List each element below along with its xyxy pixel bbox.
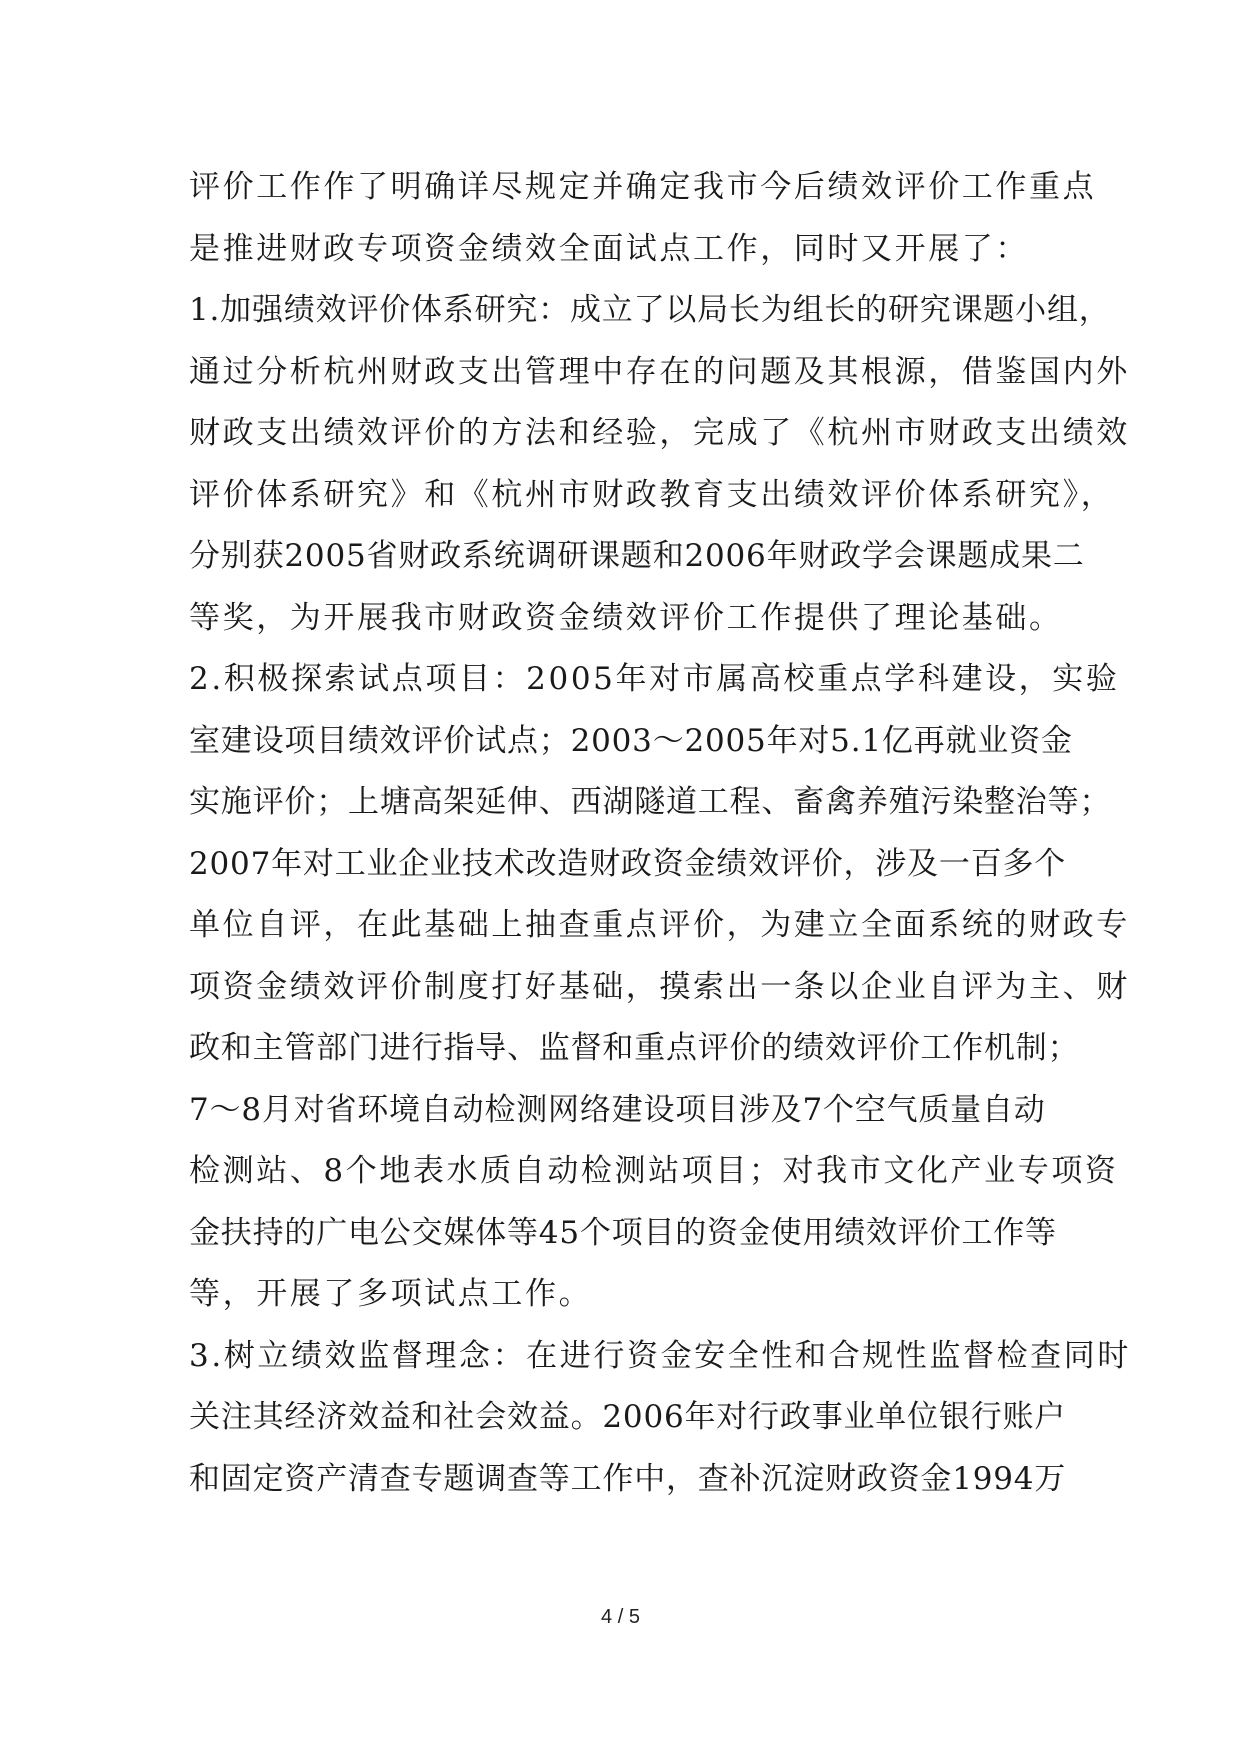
- text-line: 评价工作作了明确详尽规定并确定我市今后绩效评价工作重点: [189, 169, 1097, 205]
- text-line: 和固定资产清查专题调查等工作中，查补沉淀财政资金1994万: [189, 1460, 1067, 1497]
- text-line: 1.加强绩效评价体系研究：成立了以局长为组长的研究课题小组，: [189, 292, 1111, 328]
- text-line: 单位自评，在此基础上抽查重点评价，为建立全面系统的财政专: [189, 907, 1130, 943]
- text-line: 财政支出绩效评价的方法和经验，完成了《杭州市财政支出绩效: [189, 415, 1130, 451]
- text-line: 2007年对工业企业技术改造财政资金绩效评价，涉及一百多个: [189, 845, 1067, 882]
- body-text: [189, 157, 1131, 1510]
- text-line: 7～8月对省环境自动检测网络建设项目涉及7个空气质量自动: [189, 1091, 1046, 1128]
- text-line: 评价体系研究》和《杭州市财政教育支出绩效评价体系研究》，: [189, 476, 1115, 513]
- text-line: 室建设项目绩效评价试点；2003～2005年对5.1亿再就业资金: [189, 722, 1073, 759]
- text-line: 检测站、8个地表水质自动检测站项目；对我市文化产业专项资: [189, 1153, 1119, 1189]
- text-line: 关注其经济效益和社会效益。2006年对行政事业单位银行账户: [189, 1399, 1067, 1435]
- text-line: 等，开展了多项试点工作。: [189, 1276, 593, 1312]
- text-line: 等奖，为开展我市财政资金绩效评价工作提供了理论基础。: [189, 599, 1063, 636]
- page-number: 4 / 5: [601, 1606, 640, 1628]
- text-line: 2.积极探索试点项目：2005年对市属高校重点学科建设，实验: [189, 661, 1120, 697]
- text-line: 是推进财政专项资金绩效全面试点工作，同时又开展了：: [189, 230, 1029, 267]
- text-line: 实施评价；上塘高架延伸、西湖隧道工程、畜禽养殖污染整治等；: [189, 784, 1112, 820]
- text-line: 通过分析杭州财政支出管理中存在的问题及其根源，借鉴国内外: [189, 353, 1130, 390]
- text-line: 政和主管部门进行指导、监督和重点评价的绩效评价工作机制；: [189, 1030, 1080, 1066]
- text-line: 分别获2005省财政系统调研课题和2006年财政学会课题成果二: [189, 538, 1085, 574]
- text-line: 3.树立绩效监督理念：在进行资金安全性和合规性监督检查同时: [189, 1337, 1131, 1374]
- text-line: 金扶持的广电公交媒体等45个项目的资金使用绩效评价工作等: [189, 1214, 1057, 1251]
- text-line: 项资金绩效评价制度打好基础，摸索出一条以企业自评为主、财: [189, 968, 1130, 1005]
